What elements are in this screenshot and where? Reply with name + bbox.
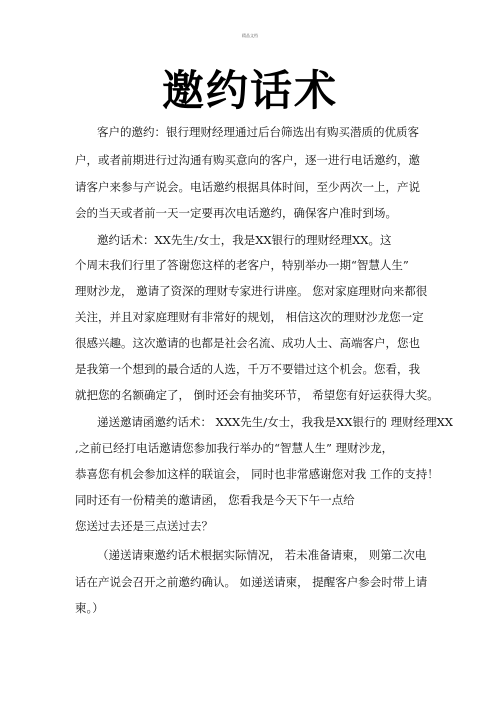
paragraph-4-line-1: （递送请柬邀约话术根据实际情况， 若未准备请柬， 则第二次电: [97, 548, 427, 562]
header-note: 精品文档: [242, 33, 258, 38]
paragraph-1-line-4: 会的当天或者前一天一定要再次电话邀约，确保客户准时到场。: [75, 206, 397, 220]
paragraph-3-line-1: 递送邀请函邀约话术： XXX先生/女士，我我是XX银行的 理财经理XX: [97, 415, 453, 429]
paragraph-1-line-3: 请客户来参与产说会。电话邀约根据具体时间，至少两次一上，产说: [75, 180, 420, 194]
paragraph-4-line-2: 话在产说会召开之前邀约确认。 如递送请柬， 提醒客户参会时带上请: [75, 575, 428, 589]
paragraph-2-line-7: 就把您的名额确定了， 倒时还会有抽奖环节， 希望您有好运获得大奖。: [75, 388, 439, 402]
paragraph-4-line-3: 柬。）: [75, 601, 104, 615]
paragraph-2-line-5: 很感兴趣。这次邀请的也都是社会名流、成功人士、高端客户，您也: [75, 336, 420, 350]
paragraph-3-line-5: 您送过去还是三点送过去？: [75, 519, 213, 533]
paragraph-2-line-4: 关注，并且对家庭理财有非常好的规划， 相信这次的理财沙龙您一定: [75, 310, 424, 324]
paragraph-1-line-1: 客户的邀约：银行理财经理通过后台筛选出有购买潜质的优质客: [97, 125, 419, 139]
paragraph-2-line-2: 个周末我们行里了答谢您这样的老客户，特别举办一期“智慧人生”: [75, 258, 409, 272]
document-title: 邀约话术: [161, 66, 338, 115]
paragraph-2-line-1: 邀约话术：XX先生/女士，我是XX银行的理财经理XX。这: [97, 233, 392, 247]
paragraph-3-line-4: 同时还有一份精美的邀请函， 您看我是今天下午一点给: [75, 493, 355, 507]
paragraph-2-line-6: 是我第一个想到的最合适的人选，千万不要错过这个机会。您看，我: [75, 362, 420, 376]
paragraph-1-line-2: 户，或者前期进行过沟通有购买意向的客户，逐一进行电话邀约，邀: [75, 153, 420, 167]
paragraph-3-line-3: 恭喜您有机会参加这样的联谊会， 同时也非常感谢您对我 工作的支持！: [75, 467, 439, 481]
paragraph-2-line-3: 理财沙龙， 邀请了资深的理财专家进行讲座。 您对家庭理财向来都很: [75, 284, 428, 298]
paragraph-3-line-2: ,之前已经打电话邀请您参加我行举办的“智慧人生” 理财沙龙，: [75, 441, 394, 455]
